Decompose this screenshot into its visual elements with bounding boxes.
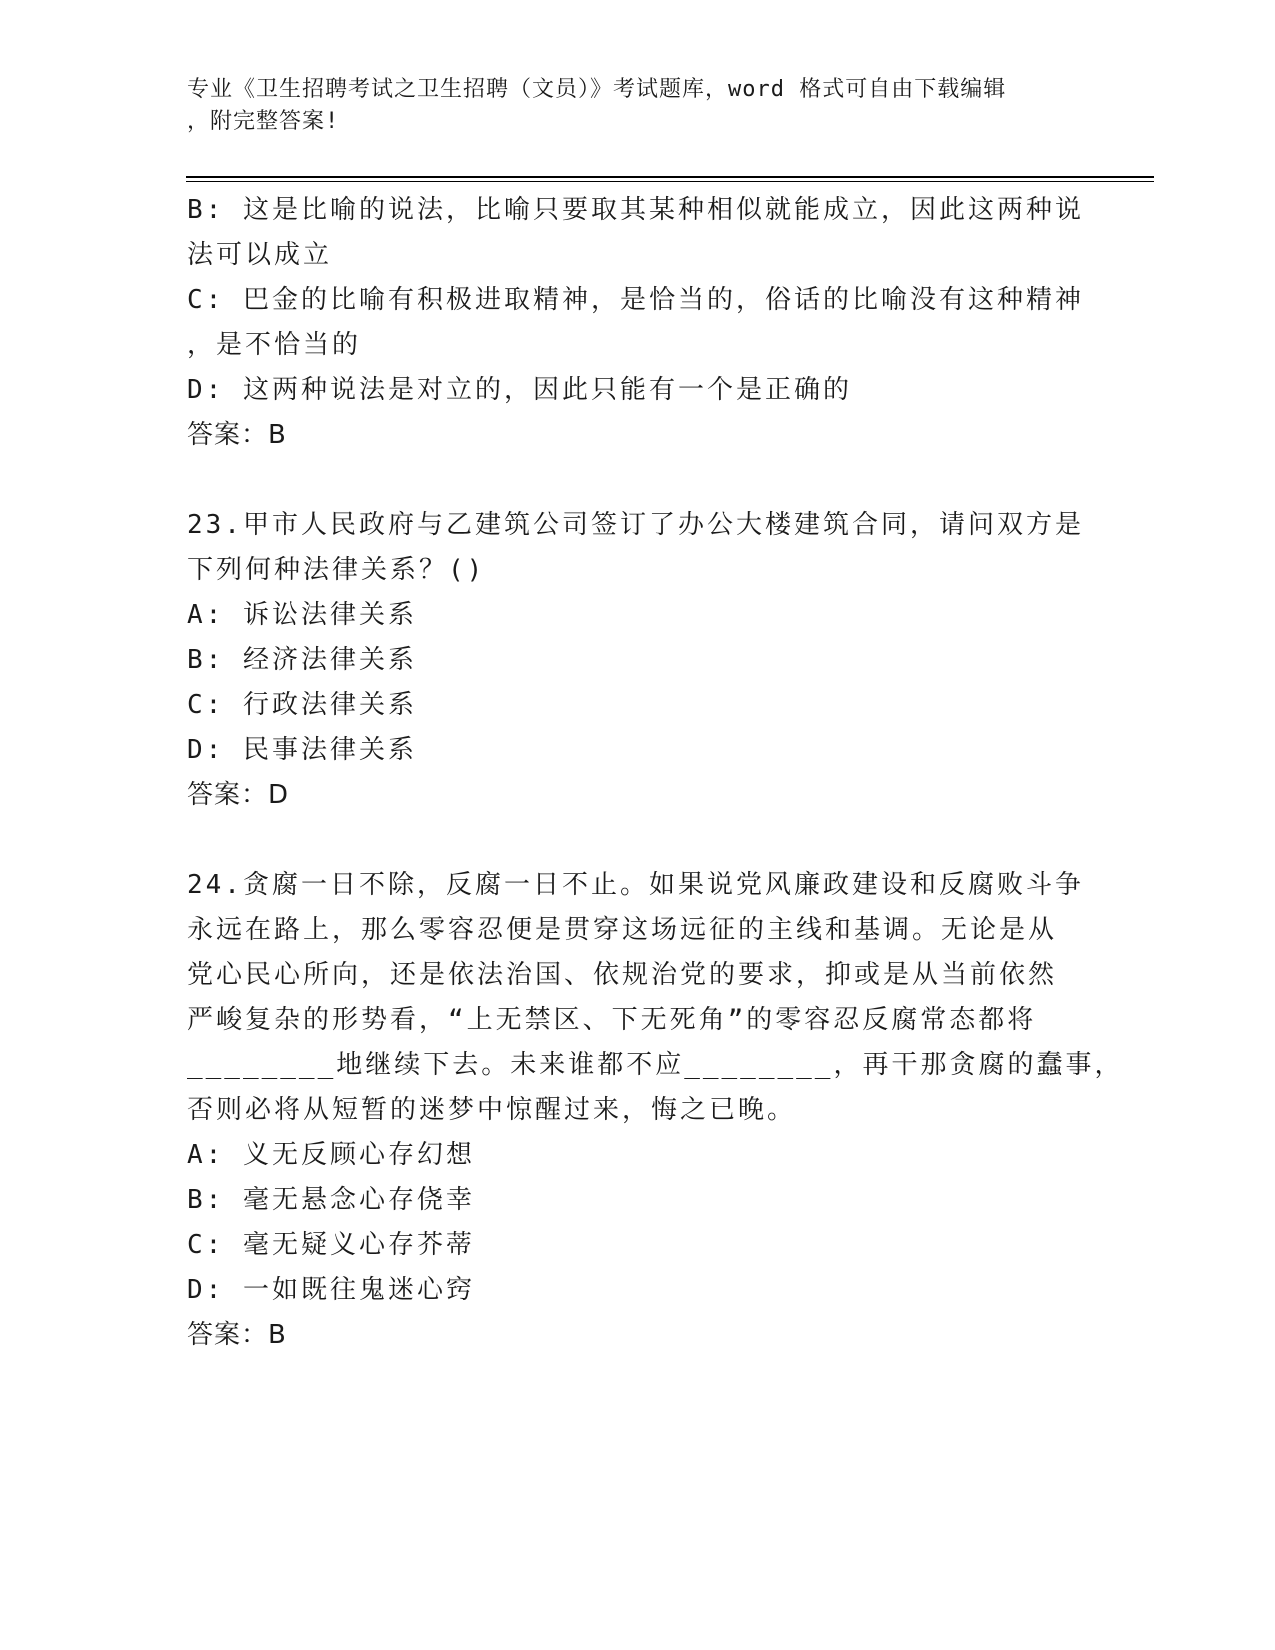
q24-stem-line-4: 严峻复杂的形势看，“上无禁区、下无死角”的零容忍反腐常态都将 [187,1005,1037,1035]
q22-option-c-line-2: ，是不恰当的 [187,330,362,360]
q23-option-b: B: 经济法律关系 [187,645,417,675]
q23-answer: 答案：D [187,780,290,810]
header-divider-thin [186,181,1154,182]
header-line-1: 专业《卫生招聘考试之卫生招聘（文员）》考试题库，word 格式可自由下载编辑 [187,77,1007,102]
header-line-2: ，附完整答案! [187,109,340,134]
q24-stem-line-6: 否则必将从短暂的迷梦中惊醒过来，悔之已晚。 [187,1095,797,1125]
q23-option-c: C: 行政法律关系 [187,690,417,720]
q24-option-a: A: 义无反顾心存幻想 [187,1140,475,1170]
spacer [187,818,1087,863]
q23-stem-line-1: 23.甲市人民政府与乙建筑公司签订了办公大楼建筑合同，请问双方是 [187,510,1084,540]
q23-option-a: A: 诉讼法律关系 [187,600,417,630]
document-body [187,188,1124,1358]
q24-option-b: B: 毫无悬念心存侥幸 [187,1185,475,1215]
document-header [187,74,1067,138]
q24-stem-line-5: ________地继续下去。未来谁都不应________，再干那贪腐的蠢事， [187,1050,1124,1080]
q24-stem-line-1: 24.贪腐一日不除，反腐一日不止。如果说党风廉政建设和反腐败斗争 [187,870,1084,900]
header-divider-thick [186,176,1154,178]
q24-answer: 答案：B [187,1320,287,1350]
q24-option-c: C: 毫无疑义心存芥蒂 [187,1230,475,1260]
question-24-block [187,863,1124,1358]
q24-option-d: D: 一如既往鬼迷心窍 [187,1275,475,1305]
q22-option-d: D: 这两种说法是对立的，因此只能有一个是正确的 [187,375,852,405]
question-22-block [187,188,1087,458]
q22-option-c-line-1: C: 巴金的比喻有积极进取精神，是恰当的，俗话的比喻没有这种精神 [187,285,1084,315]
q24-stem-line-3: 党心民心所向，还是依法治国、依规治党的要求，抑或是从当前依然 [187,960,1058,990]
question-23-block [187,503,1087,818]
q22-option-b-line-2: 法可以成立 [187,240,333,270]
spacer [187,458,1087,503]
q23-option-d: D: 民事法律关系 [187,735,417,765]
q24-stem-line-2: 永远在路上，那么零容忍便是贯穿这场远征的主线和基调。无论是从 [187,915,1058,945]
q22-answer: 答案：B [187,420,287,450]
q23-stem-line-2: 下列何种法律关系？() [187,555,486,585]
q22-option-b-line-1: B: 这是比喻的说法，比喻只要取其某种相似就能成立，因此这两种说 [187,195,1084,225]
